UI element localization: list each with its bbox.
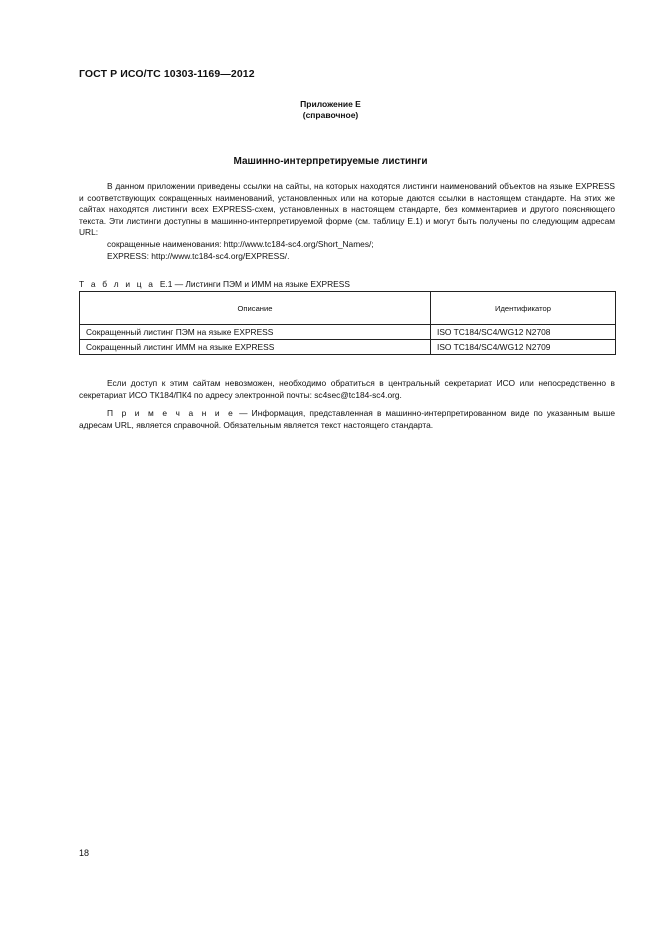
table-caption — [79, 279, 350, 289]
table-caption-label: Т а б л и ц а — [79, 279, 156, 289]
url-express: EXPRESS: http://www.tc184-sc4.org/EXPRESS/. — [107, 250, 290, 261]
listings-table — [79, 291, 616, 355]
row-description: Сокращенный листинг ИММ на языке EXPRESS — [80, 340, 431, 355]
url-short-names: сокращенные наименования: http://www.tc184-sc4.org/Short_Names/; — [107, 238, 374, 249]
table-caption-text: Е.1 — Листинги ПЭМ и ИММ на языке EXPRESS — [159, 279, 350, 289]
standard-code-header: ГОСТ Р ИСО/ТС 10303-1169—2012 — [79, 68, 255, 80]
page-number: 18 — [79, 848, 90, 858]
annex-title: Приложение Е — [300, 99, 361, 109]
header-description: Описание — [80, 292, 431, 325]
row-identifier: ISO TC184/SC4/WG12 N2709 — [431, 340, 616, 355]
row-identifier: ISO TC184/SC4/WG12 N2708 — [431, 325, 616, 340]
intro-paragraph: В данном приложении приведены ссылки на сайты, на которых находятся листинги наименований объектов на языке EXPRESS и соответствующих сокращенных наименований, установленных или на которые даются ссылки в настоящем стандарте. На этих же сайтах находятся листинги всех EXPRESS-схем, установленных в настоящем стандарте, без комментариев и другого поясняющего текста. Эти листинги доступны в машинно-интерпретируемой форме (см. таблицу Е.1) и могут быть получены по следующим адресам URL: — [79, 181, 615, 238]
row-description: Сокращенный листинг ПЭМ на языке EXPRESS — [80, 325, 431, 340]
table-header-row — [80, 292, 616, 325]
table-row — [80, 325, 616, 340]
note-text: — Информация, представленная в машинно-интерпретированном виде по указанным выше адресам URL, является справочной. Обязательным является текст настоящего стандарта. — [79, 408, 615, 430]
header-identifier: Идентификатор — [431, 292, 616, 325]
note-label: П р и м е ч а н и е — [107, 408, 235, 418]
intro-section — [79, 181, 615, 262]
contact-paragraph: Если доступ к этим сайтам невозможен, необходимо обратиться в центральный секретариат ИСО или непосредственно в секретариат ИСО ТК184/ПК4 по адресу электронной почты: sc4sec@tc184-sc4.org. — [79, 378, 615, 400]
note-paragraph — [79, 408, 615, 431]
section-title: Машинно-интерпретируемые листинги — [233, 156, 428, 167]
table-row — [80, 340, 616, 355]
annex-subtitle: (справочное) — [302, 110, 359, 120]
